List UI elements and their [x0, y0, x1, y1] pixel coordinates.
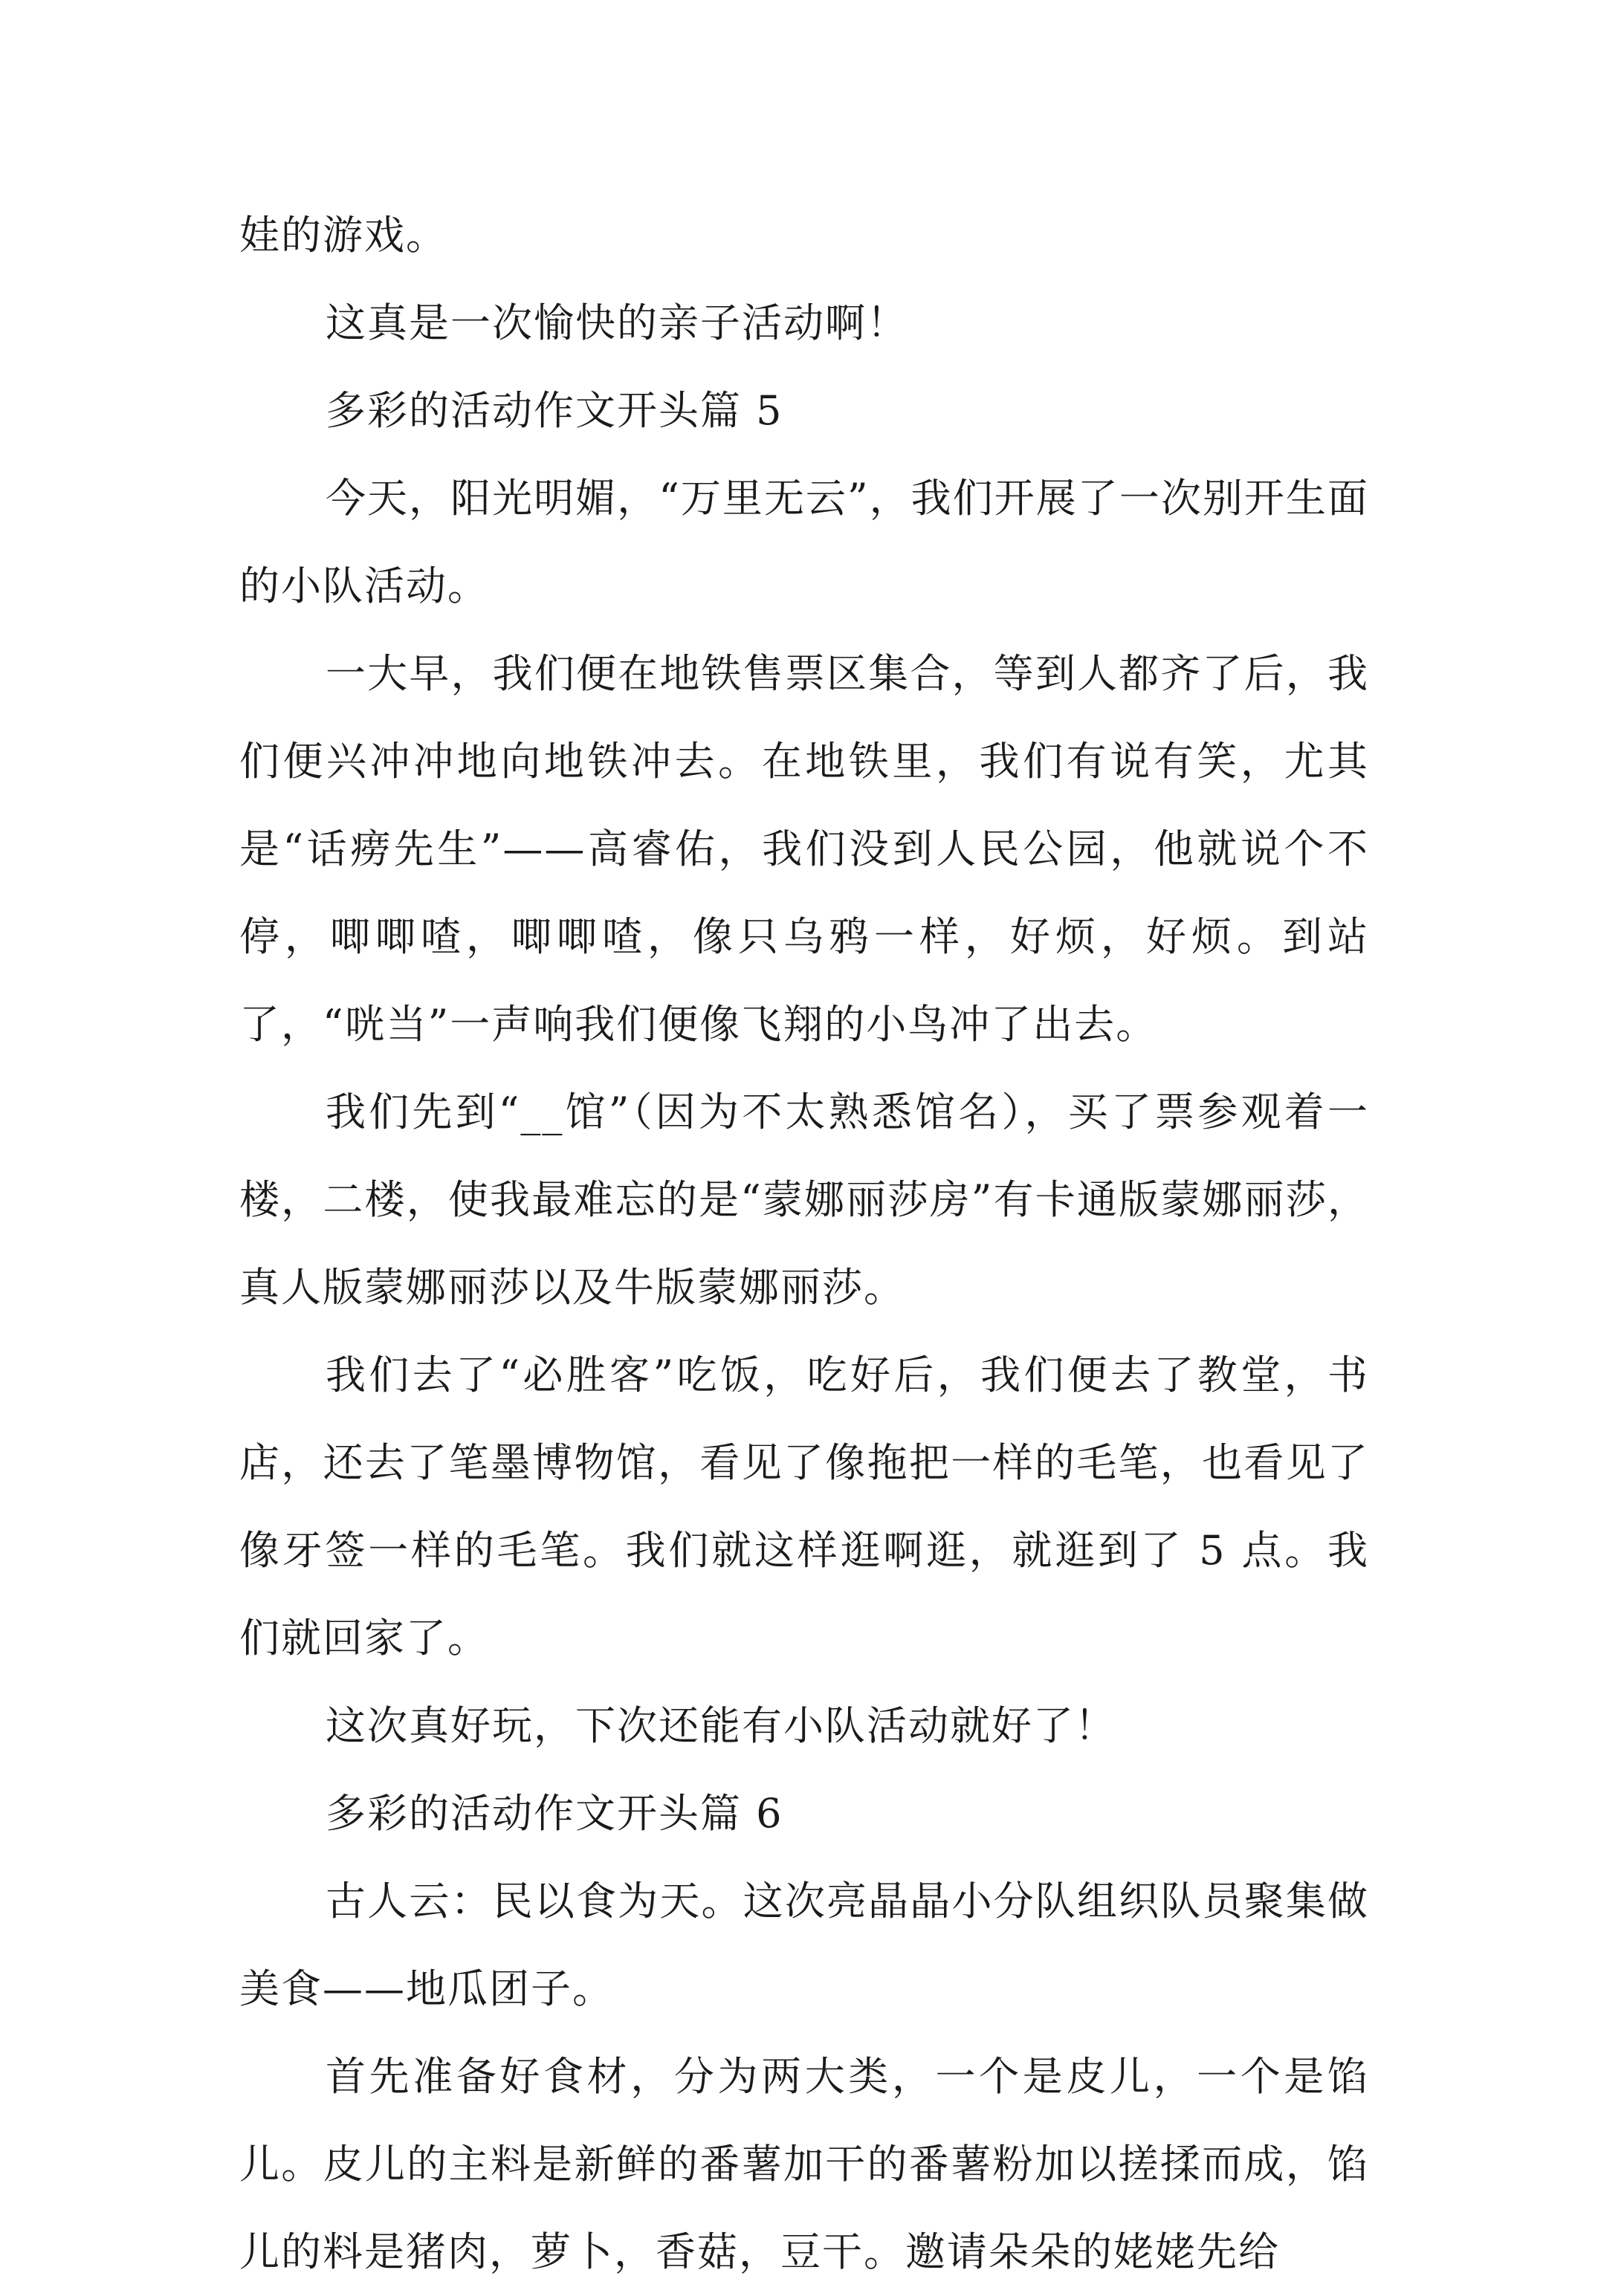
- paragraph-7: 这次真好玩，下次还能有小队活动就好了！: [326, 1702, 1116, 1749]
- section-heading-5: 多彩的活动作文开头篇 5: [326, 387, 783, 434]
- paragraph-8: 古人云：民以食为天。这次亮晶晶小分队组织队员聚集做美食——地瓜团子。: [239, 1878, 1369, 2012]
- section-heading-6: 多彩的活动作文开头篇 6: [326, 1790, 783, 1837]
- paragraph-1: 娃的游戏。: [239, 212, 447, 259]
- document-body: [239, 192, 1369, 2296]
- paragraph-5: 我们先到“__馆”（因为不太熟悉馆名），买了票参观着一楼，二楼，使我最难忘的是“蒙娜丽莎房”有卡通版蒙娜丽莎，真人版蒙娜丽莎以及牛版蒙娜丽莎。: [239, 1089, 1369, 1311]
- paragraph-2: 这真是一次愉快的亲子活动啊！: [326, 299, 908, 346]
- paragraph-9: 首先准备好食材，分为两大类，一个是皮儿，一个是馅儿。皮儿的主料是新鲜的番薯加干的番薯粉加以搓揉而成，馅儿的料是猪肉，萝卜，香菇，豆干。邀请朵朵的姥姥先给: [239, 2053, 1369, 2275]
- paragraph-4: 一大早，我们便在地铁售票区集合，等到人都齐了后，我们便兴冲冲地向地铁冲去。在地铁里，我们有说有笑，尤其是“话痨先生”——高睿佑，我们没到人民公园，他就说个不停，唧唧喳，唧唧喳，像只乌鸦一样，好烦，好烦。到站了，“咣当”一声响我们便像飞翔的小鸟冲了出去。: [239, 650, 1369, 1048]
- paragraph-6: 我们去了“必胜客”吃饭，吃好后，我们便去了教堂，书店，还去了笔墨博物馆，看见了像拖把一样的毛笔，也看见了像牙签一样的毛笔。我们就这样逛啊逛，就逛到了 5 点。我们就回家了。: [239, 1352, 1369, 1661]
- paragraph-3: 今天，阳光明媚，“万里无云”，我们开展了一次别开生面的小队活动。: [239, 475, 1369, 609]
